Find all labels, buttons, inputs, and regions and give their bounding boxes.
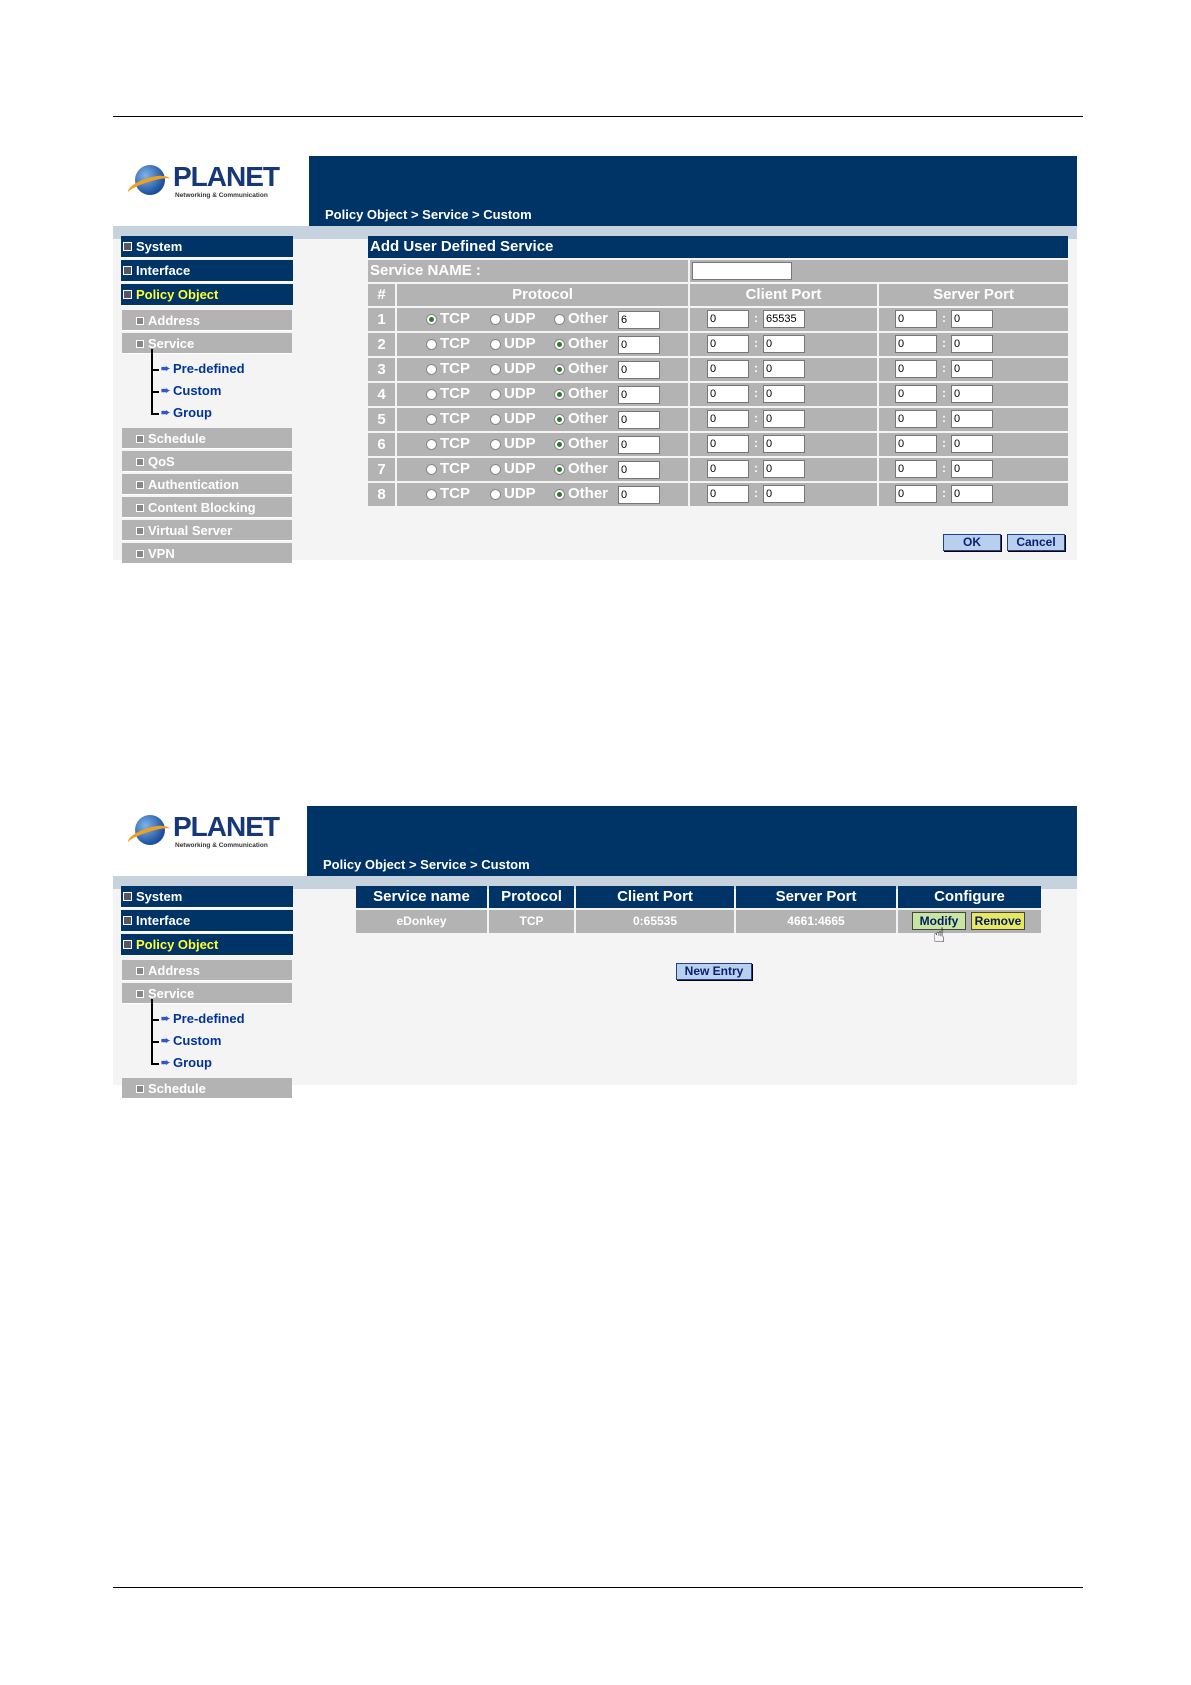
client-port-from-field[interactable]: 0 <box>707 435 749 453</box>
server-port-to-field[interactable]: 0 <box>951 335 993 353</box>
port-separator: : <box>754 486 758 500</box>
menu-item-label: System <box>136 889 183 904</box>
radio-label-udp: UDP <box>504 460 536 477</box>
radio-tcp[interactable] <box>426 489 437 500</box>
client-port-to-field[interactable]: 0 <box>763 485 805 503</box>
row-number: 4 <box>368 383 395 406</box>
submenu-item-schedule[interactable] <box>122 1078 292 1099</box>
radio-label-other: Other <box>568 335 609 352</box>
tree-line <box>151 349 159 371</box>
logo <box>113 156 309 226</box>
radio-udp[interactable] <box>490 439 501 450</box>
radio-other[interactable] <box>554 489 565 500</box>
tree-item-pre-defined[interactable] <box>151 359 261 379</box>
new-entry-button[interactable]: New Entry <box>676 963 752 980</box>
arrow-right-icon: ➨ <box>161 1057 171 1069</box>
radio-tcp[interactable] <box>426 414 437 425</box>
radio-udp[interactable] <box>490 364 501 375</box>
expand-icon <box>136 967 144 975</box>
submenu-item-label: Schedule <box>148 1081 206 1096</box>
collapse-icon <box>123 940 132 949</box>
header <box>113 156 1077 226</box>
client-port-from-field[interactable]: 0 <box>707 385 749 403</box>
tree-line <box>151 1021 159 1043</box>
cell-client-port: 0:65535 <box>576 910 734 933</box>
tree-line <box>151 393 159 415</box>
other-protocol-field[interactable]: 0 <box>618 486 660 504</box>
menu-item-system[interactable] <box>121 236 293 258</box>
column-header-protocol: Protocol <box>397 284 688 306</box>
tree-item-custom[interactable] <box>151 381 261 401</box>
client-port-to-field[interactable]: 65535 <box>763 310 805 328</box>
radio-label-udp: UDP <box>504 410 536 427</box>
menu-item-label: Interface <box>136 913 191 928</box>
server-port-from-field[interactable]: 0 <box>895 460 937 478</box>
port-separator: : <box>754 311 758 325</box>
expand-icon <box>123 892 132 901</box>
radio-other[interactable] <box>554 414 565 425</box>
port-separator: : <box>942 486 946 500</box>
tree-item-label: Group <box>173 1055 212 1070</box>
radio-tcp[interactable] <box>426 439 437 450</box>
server-port-from-field[interactable]: 0 <box>895 360 937 378</box>
expand-icon <box>123 916 132 925</box>
radio-label-tcp: TCP <box>440 435 470 452</box>
server-port-to-field[interactable]: 0 <box>951 310 993 328</box>
submenu-item-address[interactable] <box>122 960 292 981</box>
submenu-item-label: Virtual Server <box>148 523 233 538</box>
cell-service-name: eDonkey <box>356 910 487 933</box>
header <box>113 806 1077 876</box>
cell-server-port: 4661:4665 <box>736 910 896 933</box>
radio-label-udp: UDP <box>504 360 536 377</box>
radio-other[interactable] <box>554 439 565 450</box>
screenshot-service-list <box>113 806 1077 1096</box>
submenu-item-qos[interactable] <box>122 451 292 472</box>
server-port-to-field[interactable]: 0 <box>951 360 993 378</box>
submenu-item-label: Service <box>148 986 195 1001</box>
radio-label-other: Other <box>568 460 609 477</box>
submenu-item-vpn[interactable] <box>122 543 292 564</box>
tree-item-group[interactable] <box>151 403 261 423</box>
port-separator: : <box>942 436 946 450</box>
client-port-from-field[interactable]: 0 <box>707 410 749 428</box>
server-port-from-field[interactable]: 0 <box>895 385 937 403</box>
submenu-item-virtual-server[interactable] <box>122 520 292 541</box>
radio-other[interactable] <box>554 464 565 475</box>
other-protocol-field[interactable]: 0 <box>618 386 660 404</box>
menu-item-policy-object[interactable] <box>121 284 293 306</box>
row-number: 7 <box>368 458 395 481</box>
server-port-from-field[interactable]: 0 <box>895 410 937 428</box>
server-port-to-field[interactable]: 0 <box>951 485 993 503</box>
submenu-item-service[interactable] <box>122 333 292 354</box>
radio-tcp[interactable] <box>426 339 437 350</box>
radio-udp[interactable] <box>490 464 501 475</box>
cancel-button[interactable]: Cancel <box>1007 534 1065 551</box>
logo-text: PLANET <box>173 811 279 842</box>
client-port-from-field[interactable]: 0 <box>707 360 749 378</box>
server-port-to-field[interactable]: 0 <box>951 410 993 428</box>
row-number: 3 <box>368 358 395 381</box>
submenu-item-label: Schedule <box>148 431 206 446</box>
server-port-from-field[interactable]: 0 <box>895 310 937 328</box>
arrow-right-icon: ➨ <box>161 1013 171 1025</box>
server-port-to-field[interactable]: 0 <box>951 385 993 403</box>
radio-label-tcp: TCP <box>440 360 470 377</box>
row-number: 1 <box>368 308 395 331</box>
port-separator: : <box>942 386 946 400</box>
tree-line <box>151 371 159 393</box>
submenu-item-address[interactable] <box>122 310 292 331</box>
tree-item-label: Pre-defined <box>173 1011 245 1026</box>
radio-udp[interactable] <box>490 339 501 350</box>
expand-icon <box>136 458 144 466</box>
logo-subtitle: Networking & Communication <box>175 192 268 199</box>
radio-udp[interactable] <box>490 389 501 400</box>
radio-udp[interactable] <box>490 314 501 325</box>
breadcrumb: Policy Object > Service > Custom <box>323 857 530 872</box>
client-port-from-field[interactable]: 0 <box>707 485 749 503</box>
expand-icon <box>136 481 144 489</box>
other-protocol-field[interactable]: 0 <box>618 361 660 379</box>
menu-item-label: Policy Object <box>136 287 219 302</box>
other-protocol-field[interactable]: 0 <box>618 461 660 479</box>
hand-cursor-icon: ☝ <box>933 923 946 947</box>
radio-other[interactable] <box>554 389 565 400</box>
arrow-right-icon: ➨ <box>161 385 171 397</box>
client-port-to-field[interactable]: 0 <box>763 360 805 378</box>
title-banner <box>309 156 1077 226</box>
radio-tcp[interactable] <box>426 314 437 325</box>
server-port-to-field[interactable]: 0 <box>951 460 993 478</box>
client-port-from-field[interactable]: 0 <box>707 335 749 353</box>
expand-icon <box>136 435 144 443</box>
radio-label-other: Other <box>568 310 609 327</box>
menu-item-label: System <box>136 239 183 254</box>
other-protocol-field[interactable]: 0 <box>618 336 660 354</box>
expand-icon <box>136 504 144 512</box>
radio-label-other: Other <box>568 410 609 427</box>
submenu-item-label: Address <box>148 313 201 328</box>
tree-item-label: Pre-defined <box>173 361 245 376</box>
server-port-to-field[interactable]: 0 <box>951 435 993 453</box>
tree-item-custom[interactable] <box>151 1031 261 1051</box>
form-title: Add User Defined Service <box>368 236 1068 258</box>
radio-label-udp: UDP <box>504 385 536 402</box>
radio-label-tcp: TCP <box>440 335 470 352</box>
arrow-right-icon: ➨ <box>161 363 171 375</box>
column-header-num: # <box>368 284 395 306</box>
client-port-to-field[interactable]: 0 <box>763 460 805 478</box>
server-port-from-field[interactable]: 0 <box>895 435 937 453</box>
server-port-from-field[interactable]: 0 <box>895 485 937 503</box>
client-port-to-field[interactable]: 0 <box>763 410 805 428</box>
submenu-item-label: QoS <box>148 454 175 469</box>
expand-icon <box>123 266 132 275</box>
collapse-icon <box>136 340 144 348</box>
column-header-client-port: Client Port <box>576 886 734 908</box>
port-separator: : <box>754 436 758 450</box>
port-separator: : <box>942 461 946 475</box>
radio-label-other: Other <box>568 360 609 377</box>
radio-label-other: Other <box>568 485 609 502</box>
menu-item-interface[interactable] <box>121 910 293 932</box>
radio-other[interactable] <box>554 314 565 325</box>
column-header-configure: Configure <box>898 886 1041 908</box>
cell-protocol: TCP <box>489 910 574 933</box>
tree-line <box>151 999 159 1021</box>
menu-item-policy-object[interactable] <box>121 934 293 956</box>
breadcrumb: Policy Object > Service > Custom <box>325 207 532 222</box>
radio-label-udp: UDP <box>504 485 536 502</box>
radio-other[interactable] <box>554 339 565 350</box>
other-protocol-field[interactable]: 0 <box>618 411 660 429</box>
submenu-item-authentication[interactable] <box>122 474 292 495</box>
service-name-field[interactable] <box>692 262 792 280</box>
radio-label-udp: UDP <box>504 310 536 327</box>
menu-item-interface[interactable] <box>121 260 293 282</box>
radio-label-tcp: TCP <box>440 485 470 502</box>
radio-udp[interactable] <box>490 414 501 425</box>
row-number: 5 <box>368 408 395 431</box>
radio-label-tcp: TCP <box>440 310 470 327</box>
radio-label-udp: UDP <box>504 435 536 452</box>
server-port-from-field[interactable]: 0 <box>895 335 937 353</box>
expand-icon <box>136 317 144 325</box>
service-name-label: Service NAME : <box>368 260 688 282</box>
port-separator: : <box>754 361 758 375</box>
radio-label-other: Other <box>568 435 609 452</box>
tree-item-label: Custom <box>173 1033 222 1048</box>
radio-label-tcp: TCP <box>440 460 470 477</box>
submenu-item-label: Address <box>148 963 201 978</box>
menu-item-system[interactable] <box>121 886 293 908</box>
column-header-client-port: Client Port <box>690 284 877 306</box>
screenshot-add-service <box>113 156 1077 560</box>
radio-label-tcp: TCP <box>440 385 470 402</box>
port-separator: : <box>942 336 946 350</box>
port-separator: : <box>754 386 758 400</box>
column-header-server-port: Server Port <box>736 886 896 908</box>
arrow-right-icon: ➨ <box>161 1035 171 1047</box>
port-separator: : <box>754 461 758 475</box>
column-header-server-port: Server Port <box>879 284 1068 306</box>
expand-icon <box>136 550 144 558</box>
submenu-item-service[interactable] <box>122 983 292 1004</box>
top-rule <box>113 116 1083 117</box>
expand-icon <box>136 1085 144 1093</box>
column-header-service-name: Service name <box>356 886 487 908</box>
tree-line <box>151 1043 159 1065</box>
submenu-item-label: Authentication <box>148 477 239 492</box>
menu-item-label: Interface <box>136 263 191 278</box>
radio-tcp[interactable] <box>426 364 437 375</box>
expand-icon <box>136 527 144 535</box>
radio-label-other: Other <box>568 385 609 402</box>
collapse-icon <box>136 990 144 998</box>
radio-other[interactable] <box>554 364 565 375</box>
logo-text: PLANET <box>173 161 279 192</box>
row-number: 6 <box>368 433 395 456</box>
client-port-from-field[interactable]: 0 <box>707 460 749 478</box>
submenu-item-label: VPN <box>148 546 175 561</box>
port-separator: : <box>754 336 758 350</box>
expand-icon <box>123 242 132 251</box>
tree-item-label: Group <box>173 405 212 420</box>
tree-item-group[interactable] <box>151 1053 261 1073</box>
submenu-item-label: Content Blocking <box>148 500 256 515</box>
other-protocol-field[interactable]: 0 <box>618 436 660 454</box>
tree-item-pre-defined[interactable] <box>151 1009 261 1029</box>
modify-button[interactable]: Modify <box>912 912 966 930</box>
client-port-to-field[interactable]: 0 <box>763 335 805 353</box>
radio-label-tcp: TCP <box>440 410 470 427</box>
row-number: 2 <box>368 333 395 356</box>
title-banner <box>307 806 1077 876</box>
collapse-icon <box>123 290 132 299</box>
arrow-right-icon: ➨ <box>161 407 171 419</box>
submenu-item-label: Service <box>148 336 195 351</box>
port-separator: : <box>942 361 946 375</box>
port-separator: : <box>942 411 946 425</box>
column-header-protocol: Protocol <box>489 886 574 908</box>
ok-button[interactable]: OK <box>943 534 1001 551</box>
logo <box>113 806 307 876</box>
port-separator: : <box>754 411 758 425</box>
client-port-from-field[interactable]: 0 <box>707 310 749 328</box>
logo-subtitle: Networking & Communication <box>175 842 268 849</box>
submenu-item-schedule[interactable] <box>122 428 292 449</box>
bottom-rule <box>113 1587 1083 1588</box>
remove-button[interactable]: Remove <box>971 912 1025 930</box>
radio-tcp[interactable] <box>426 389 437 400</box>
submenu-item-content-blocking[interactable] <box>122 497 292 518</box>
other-protocol-field[interactable]: 6 <box>618 311 660 329</box>
client-port-to-field[interactable]: 0 <box>763 435 805 453</box>
port-separator: : <box>942 311 946 325</box>
menu-item-label: Policy Object <box>136 937 219 952</box>
radio-label-udp: UDP <box>504 335 536 352</box>
radio-udp[interactable] <box>490 489 501 500</box>
row-number: 8 <box>368 483 395 506</box>
radio-tcp[interactable] <box>426 464 437 475</box>
tree-item-label: Custom <box>173 383 222 398</box>
client-port-to-field[interactable]: 0 <box>763 385 805 403</box>
